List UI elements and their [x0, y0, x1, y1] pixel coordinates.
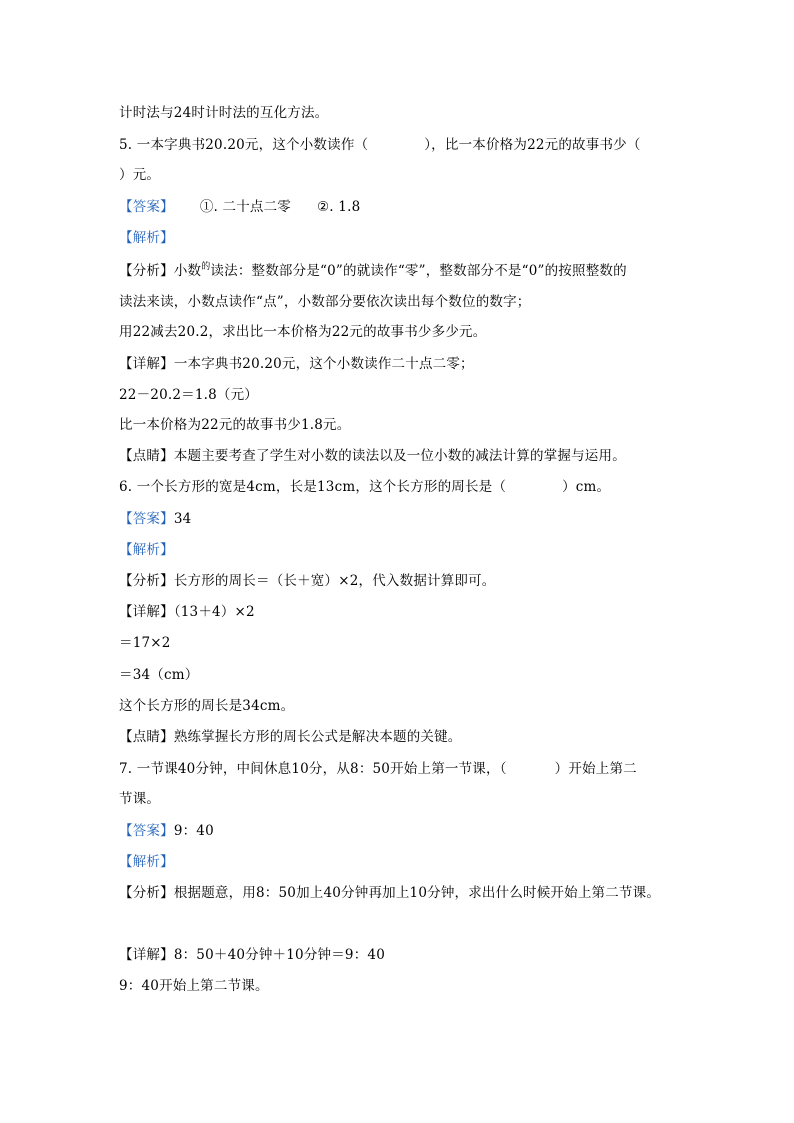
text: 读法：整数部分是“0”的就读作“零”，整数部分不是“0”的按照整数的 — [210, 263, 627, 279]
answer-tag: 【答案】 — [119, 823, 174, 839]
fenxi-tag: 【分析】 — [119, 885, 174, 901]
q5-fenxi — [119, 262, 627, 282]
q6-question — [119, 478, 610, 496]
text: ）元。 — [119, 167, 161, 183]
text: 计时法与24时计时法的互化方法。 — [119, 105, 329, 121]
q5-xiangjie — [119, 355, 474, 373]
q6-calc-2 — [119, 634, 171, 652]
answer-value: 9：40 — [173, 823, 214, 839]
q5-answer — [119, 198, 360, 216]
q5-fenxi-3 — [119, 323, 486, 341]
text: 本题主要考查了学生对小数的读法以及一位小数的减法计算的掌握与运用。 — [173, 448, 626, 464]
text: 节课。 — [119, 791, 161, 807]
q7-answer — [119, 822, 214, 840]
jiexi-tag: 【解析】 — [119, 542, 174, 558]
text: 熟练掌握长方形的周长公式是解决本题的关键。 — [173, 729, 462, 745]
dianjing-tag: 【点睛】 — [119, 448, 174, 464]
xiangjie-tag: 【详解】 — [119, 947, 174, 963]
q6-calc-3 — [119, 666, 198, 684]
text: 5. 一本字典书20.20元，这个小数读作（ — [119, 137, 369, 153]
jiexi-tag: 【解析】 — [119, 230, 174, 246]
text: ）cm。 — [562, 479, 611, 495]
q6-conclusion — [119, 697, 294, 715]
q7-conclusion — [119, 977, 269, 995]
text: ＝17×2 — [119, 635, 171, 651]
q7-question — [119, 760, 637, 778]
q5-conclusion — [119, 416, 350, 434]
q5-jiexi — [119, 229, 174, 247]
q5-dianjing — [119, 447, 626, 465]
text: 9：40开始上第二节课。 — [119, 978, 269, 994]
q5-fenxi-2 — [119, 293, 531, 311]
superscript-char: 的 — [201, 262, 211, 272]
q7-jiexi — [119, 853, 174, 871]
xiangjie-tag: 【详解】 — [119, 356, 174, 372]
fenxi-tag: 【分析】 — [119, 573, 174, 589]
q5-question — [119, 136, 641, 154]
dianjing-tag: 【点睛】 — [119, 729, 174, 745]
answer-value: 34 — [173, 511, 192, 527]
q5-question-cont — [119, 166, 160, 184]
text: ）开始上第二 — [554, 761, 637, 777]
fenxi-tag: 【分析】 — [119, 263, 174, 279]
text: 7. 一节课40分钟，中间休息10分，从8：50开始上第一节课，（ — [119, 761, 507, 777]
jiexi-tag: 【解析】 — [119, 854, 174, 870]
q5-calc — [119, 386, 258, 404]
text: 小数 — [173, 263, 202, 279]
text: 根据题意，用8：50加上40分钟再加上10分钟，求出什么时候开始上第二节课。 — [173, 885, 661, 901]
q6-answer — [119, 510, 191, 528]
answer-tag: 【答案】 — [119, 511, 174, 527]
text: 这个长方形的周长是34cm。 — [119, 698, 295, 714]
text: ），比一本价格为22元的故事书少（ — [424, 137, 641, 153]
text: 6. 一个长方形的宽是4cm，长是13cm，这个长方形的周长是（ — [119, 479, 507, 495]
text: （13＋4）×2 — [173, 604, 255, 620]
q6-fenxi — [119, 572, 496, 590]
text: 比一本价格为22元的故事书少1.8元。 — [119, 417, 351, 433]
text: ＝34（cm） — [119, 667, 199, 683]
text: 22－20.2＝1.8（元） — [119, 387, 259, 403]
q6-xiangjie — [119, 603, 255, 621]
answer-2: ②. 1.8 — [317, 199, 361, 215]
text: 用22减去20.2，求出比一本价格为22元的故事书少多少元。 — [119, 324, 487, 340]
text: 读法来读，小数点读作“点”，小数部分要依次读出每个数位的数字； — [119, 294, 531, 310]
text: 一本字典书20.20元，这个小数读作二十点二零； — [173, 356, 474, 372]
q6-jiexi — [119, 541, 174, 559]
q6-dianjing — [119, 728, 462, 746]
q7-xiangjie — [119, 946, 385, 964]
text: 长方形的周长＝（长＋宽）×2，代入数据计算即可。 — [173, 573, 496, 589]
intro-line — [119, 104, 328, 122]
xiangjie-tag: 【详解】 — [119, 604, 174, 620]
text: 8：50＋40分钟＋10分钟＝9：40 — [173, 947, 386, 963]
q7-fenxi — [119, 884, 660, 902]
q7-question-cont — [119, 790, 160, 808]
answer-1: ①. 二十点二零 — [199, 199, 291, 215]
answer-tag: 【答案】 — [119, 199, 174, 215]
